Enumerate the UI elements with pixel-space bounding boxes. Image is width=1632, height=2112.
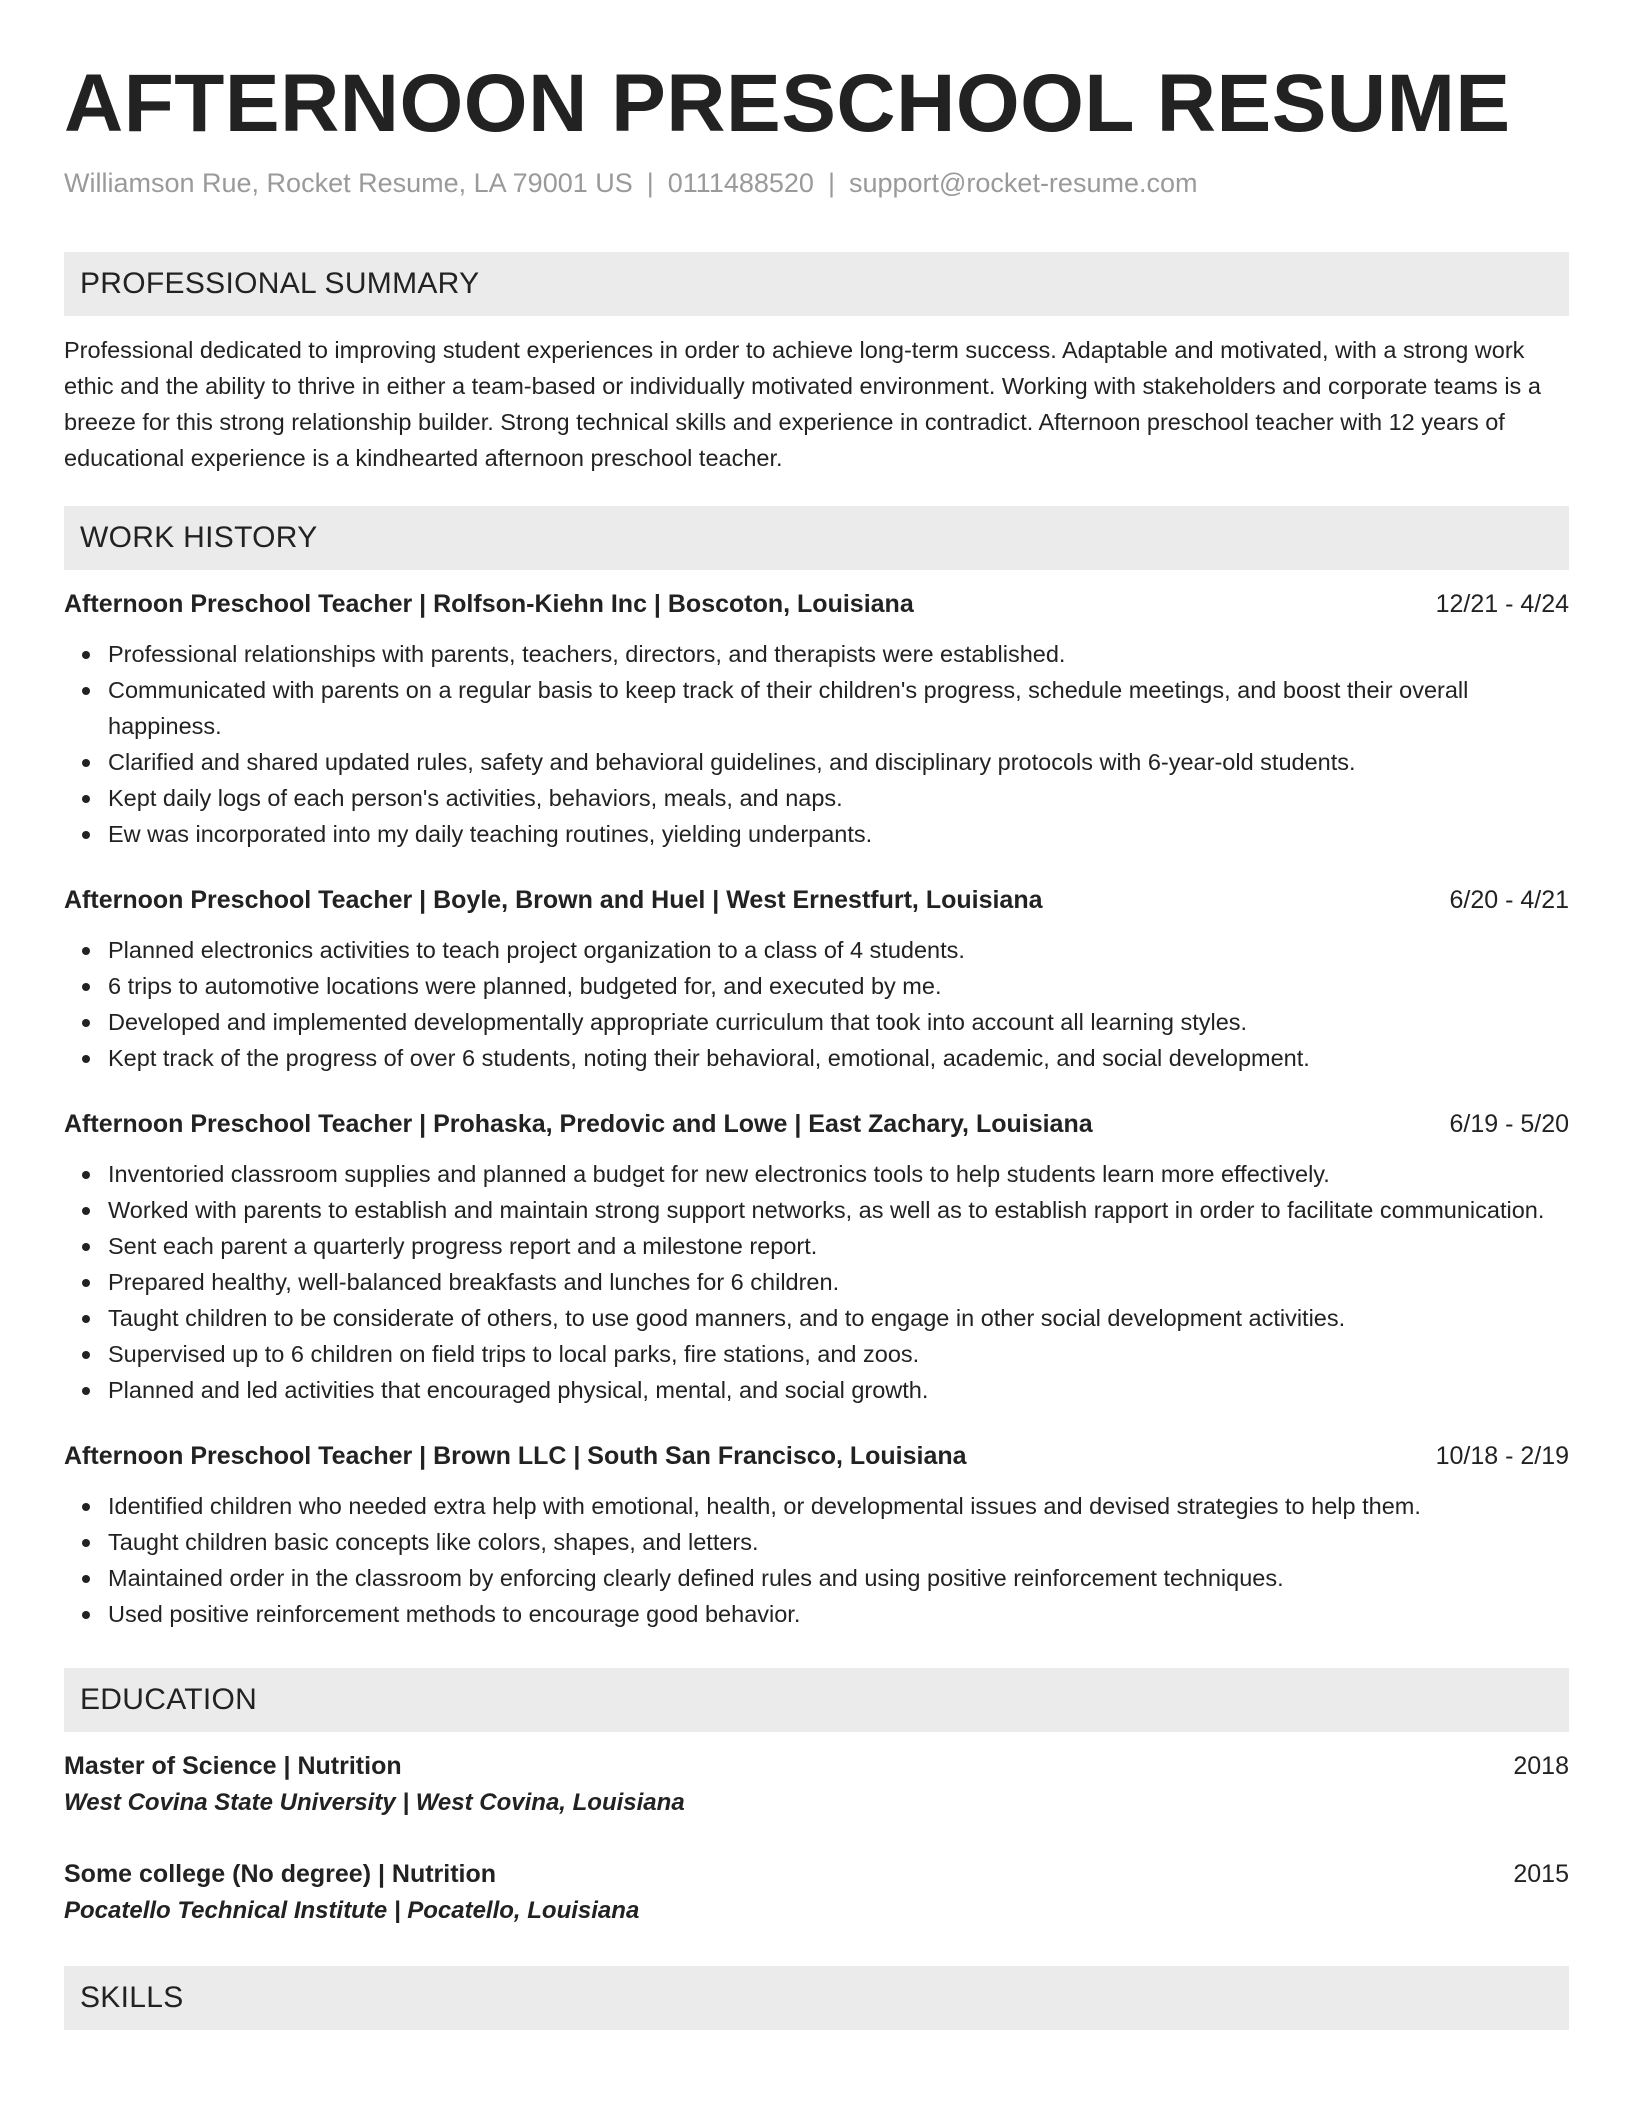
- work-history-section-header: [64, 506, 1569, 570]
- summary-text: Professional dedicated to improving student experiences in order to achieve long-term success. Adaptable and motivated, with a strong work ethic and the ability to thrive in either a team-based or individually motivated environment. Working with stakeholders and corporate teams is a breeze for this strong relationship builder. Strong technical skills and experience in contradict. Afternoon preschool teacher with 12 years of educational experience is a kindhearted afternoon preschool teacher.: [64, 337, 1541, 471]
- contact-phone: 0111488520: [667, 168, 814, 198]
- job-header: [64, 1438, 1569, 1474]
- job-bullet: Sent each parent a quarterly progress report and a milestone report.: [108, 1228, 1569, 1264]
- job-dates: 6/20 - 4/21: [1449, 886, 1569, 914]
- education-degree: Master of Science | Nutrition: [64, 1752, 402, 1780]
- job-bullet: Kept daily logs of each person's activities, behaviors, meals, and naps.: [108, 780, 1569, 816]
- education-year: 2018: [1513, 1752, 1569, 1780]
- job-bullet: 6 trips to automotive locations were planned, budgeted for, and executed by me.: [108, 968, 1569, 1004]
- skills-heading: SKILLS: [80, 1981, 184, 2014]
- job-header: [64, 1106, 1569, 1142]
- job-header: [64, 882, 1569, 918]
- education-entry: [64, 1856, 1569, 1930]
- job-dates: 6/19 - 5/20: [1449, 1110, 1569, 1138]
- skills-section-header: [64, 1966, 1569, 2030]
- job-bullet: Taught children to be considerate of others, to use good manners, and to engage in other social development activities.: [108, 1300, 1569, 1336]
- education-school: West Covina State University | West Covina, Louisiana: [64, 1789, 685, 1816]
- job-entry: [64, 882, 1569, 1076]
- job-bullet-list: [64, 1156, 1569, 1408]
- job-bullet: Inventoried classroom supplies and planned a budget for new electronics tools to help students learn more effectively.: [108, 1156, 1569, 1192]
- job-bullet: Prepared healthy, well-balanced breakfasts and lunches for 6 children.: [108, 1264, 1569, 1300]
- job-bullet: Developed and implemented developmentally appropriate curriculum that took into account all learning styles.: [108, 1004, 1569, 1040]
- education-degree: Some college (No degree) | Nutrition: [64, 1860, 497, 1888]
- contact-email: support@rocket-resume.com: [848, 168, 1198, 198]
- job-title: Afternoon Preschool Teacher | Prohaska, Predovic and Lowe | East Zachary, Louisiana: [64, 1110, 1093, 1138]
- education-entry: [64, 1748, 1569, 1822]
- summary-heading: PROFESSIONAL SUMMARY: [80, 267, 480, 300]
- resume-page: [64, 0, 1569, 2030]
- job-bullet: Used positive reinforcement methods to encourage good behavior.: [108, 1596, 1569, 1632]
- job-bullet-list: [64, 1488, 1569, 1632]
- contact-separator: |: [646, 168, 654, 198]
- job-bullet-list: [64, 932, 1569, 1076]
- education-school: Pocatello Technical Institute | Pocatello, Louisiana: [64, 1897, 640, 1924]
- education-header: [64, 1748, 1569, 1784]
- contact-separator: |: [827, 168, 835, 198]
- job-header: [64, 586, 1569, 622]
- education-year: 2015: [1513, 1860, 1569, 1888]
- job-bullet: Clarified and shared updated rules, safety and behavioral guidelines, and disciplinary protocols with 6-year-old students.: [108, 744, 1569, 780]
- resume-title: AFTERNOON PRESCHOOL RESUME: [64, 58, 1511, 149]
- job-title: Afternoon Preschool Teacher | Brown LLC | South San Francisco, Louisiana: [64, 1442, 967, 1470]
- job-dates: 10/18 - 2/19: [1435, 1442, 1569, 1470]
- job-bullet: Professional relationships with parents, teachers, directors, and therapists were established.: [108, 636, 1569, 672]
- job-title: Afternoon Preschool Teacher | Rolfson-Kiehn Inc | Boscoton, Louisiana: [64, 590, 914, 618]
- job-bullet: Planned electronics activities to teach project organization to a class of 4 students.: [108, 932, 1569, 968]
- education-heading: EDUCATION: [80, 1683, 258, 1716]
- work-history-heading: WORK HISTORY: [80, 521, 318, 554]
- education-header: [64, 1856, 1569, 1892]
- job-bullet: Taught children basic concepts like colors, shapes, and letters.: [108, 1524, 1569, 1560]
- job-entry: [64, 586, 1569, 852]
- job-dates: 12/21 - 4/24: [1435, 590, 1569, 618]
- job-bullet: Worked with parents to establish and maintain strong support networks, as well as to establish rapport in order to facilitate communication.: [108, 1192, 1569, 1228]
- job-bullet: Kept track of the progress of over 6 students, noting their behavioral, emotional, academic, and social development.: [108, 1040, 1569, 1076]
- job-bullet: Ew was incorporated into my daily teaching routines, yielding underpants.: [108, 816, 1569, 852]
- summary-section-header: [64, 252, 1569, 316]
- job-bullet: Maintained order in the classroom by enforcing clearly defined rules and using positive reinforcement techniques.: [108, 1560, 1569, 1596]
- job-bullet: Identified children who needed extra help with emotional, health, or developmental issues and devised strategies to help them.: [108, 1488, 1569, 1524]
- job-entry: [64, 1438, 1569, 1632]
- education-section-header: [64, 1668, 1569, 1732]
- job-entry: [64, 1106, 1569, 1408]
- contact-line: [64, 166, 1569, 200]
- job-bullet-list: [64, 636, 1569, 852]
- job-bullet: Planned and led activities that encouraged physical, mental, and social growth.: [108, 1372, 1569, 1408]
- job-title: Afternoon Preschool Teacher | Boyle, Brown and Huel | West Ernestfurt, Louisiana: [64, 886, 1043, 914]
- contact-address: Williamson Rue, Rocket Resume, LA 79001 US: [64, 168, 633, 198]
- job-bullet: Communicated with parents on a regular basis to keep track of their children's progress, schedule meetings, and boost their overall happiness.: [108, 672, 1569, 744]
- job-bullet: Supervised up to 6 children on field trips to local parks, fire stations, and zoos.: [108, 1336, 1569, 1372]
